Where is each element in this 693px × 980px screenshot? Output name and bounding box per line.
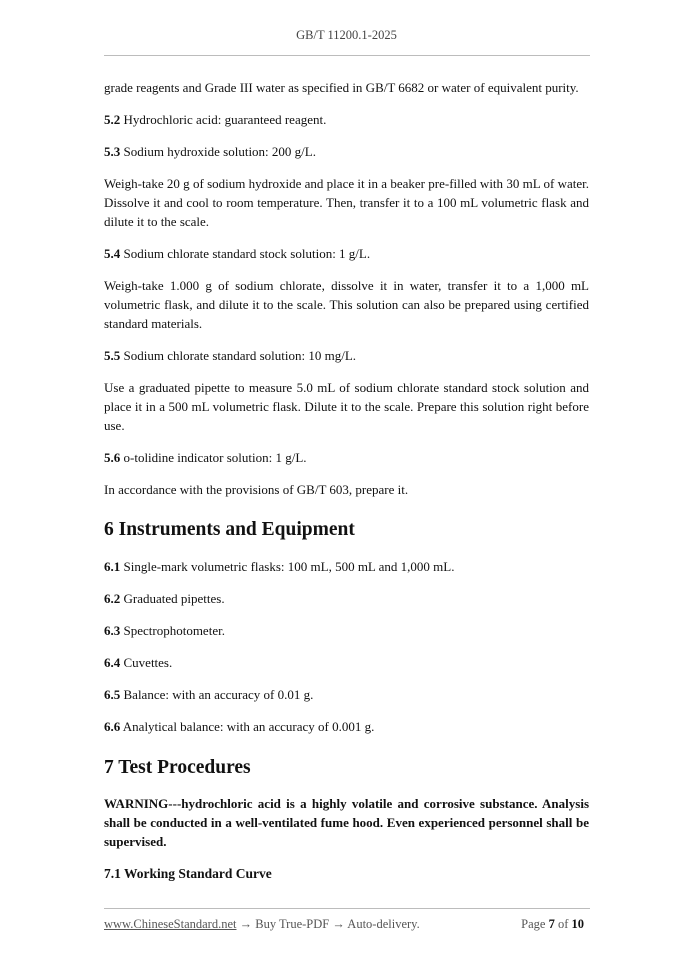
clause-6-6 [104, 717, 589, 736]
clause-text: Sodium chlorate standard solution: 10 mg/L. [120, 348, 357, 363]
section-7-heading: 7 Test Procedures [104, 757, 251, 778]
clause-5-4-body: Weigh-take 1.000 g of sodium chlorate, dissolve it in water, transfer it to a 1,000 mL volumetric flask, and dilute it to the scale. This solution can also be prepared using certified standard materials. [104, 278, 589, 331]
clause-text: Analytical balance: with an accuracy of 0.001 g. [120, 719, 375, 734]
clause-number: 5.4 [104, 246, 121, 261]
clause-number: 6.1 [104, 559, 121, 574]
clause-5-6 [104, 448, 589, 467]
clause-6-2 [104, 589, 589, 608]
clause-number: 6.4 [104, 655, 121, 670]
footer-promo [104, 917, 420, 932]
clause-5-5-body: Use a graduated pipette to measure 5.0 mL of sodium chlorate standard stock solution and place it in a 500 mL volumetric flask. Dilute it to the scale. Prepare this solution right before use. [104, 380, 589, 433]
clause-6-3 [104, 621, 589, 640]
footer-divider [104, 908, 590, 909]
clause-text: Cuvettes. [120, 655, 173, 670]
header-divider [104, 55, 590, 56]
clause-number: 5.6 [104, 450, 121, 465]
page-label: Page [521, 917, 549, 931]
page-content [104, 78, 589, 883]
clause-number: 5.3 [104, 144, 121, 159]
of-label: of [554, 917, 572, 931]
clause-text: Sodium chlorate standard stock solution: 1 g/L. [120, 246, 371, 261]
clause-6-1 [104, 557, 589, 576]
clause-text: Balance: with an accuracy of 0.01 g. [120, 687, 314, 702]
clause-number: 6.2 [104, 591, 121, 606]
clause-text: Graduated pipettes. [120, 591, 225, 606]
intro-paragraph: grade reagents and Grade III water as specified in GB/T 6682 or water of equivalent purity. [104, 80, 579, 95]
page-number: 7 [548, 917, 555, 931]
running-header: GB/T 11200.1-2025 [296, 28, 397, 42]
clause-7-1-heading: 7.1 Working Standard Curve [104, 866, 272, 881]
clause-number: 5.5 [104, 348, 121, 363]
section-6-heading: 6 Instruments and Equipment [104, 519, 355, 540]
clause-5-2 [104, 110, 589, 129]
clause-5-3 [104, 142, 589, 161]
page-indicator [521, 917, 584, 932]
clause-text: o-tolidine indicator solution: 1 g/L. [120, 450, 307, 465]
clause-6-4 [104, 653, 589, 672]
clause-text: Single-mark volumetric flasks: 100 mL, 500 mL and 1,000 mL. [120, 559, 455, 574]
clause-number: 6.6 [104, 719, 121, 734]
clause-number: 6.3 [104, 623, 121, 638]
clause-5-6-body: In accordance with the provisions of GB/T 603, prepare it. [104, 482, 409, 497]
website-link[interactable]: www.ChineseStandard.net [104, 917, 237, 931]
warning-paragraph: WARNING---hydrochloric acid is a highly volatile and corrosive substance. Analysis shall be conducted in a well-ventilated fume hood. Even experienced personnel shall be supervised. [104, 796, 589, 849]
clause-5-3-body: Weigh-take 20 g of sodium hydroxide and place it in a beaker pre-filled with 30 mL of water. Dissolve it and cool to room temperature. Then, transfer it to a 100 mL volumetric flask and dilute it to the scale. [104, 176, 589, 229]
clause-text: Sodium hydroxide solution: 200 g/L. [120, 144, 316, 159]
clause-6-5 [104, 685, 589, 704]
page-total: 10 [571, 917, 584, 931]
clause-text: Hydrochloric acid: guaranteed reagent. [120, 112, 327, 127]
clause-number: 6.5 [104, 687, 121, 702]
clause-5-5 [104, 346, 589, 365]
clause-number: 5.2 [104, 112, 121, 127]
clause-5-4 [104, 244, 589, 263]
auto-delivery-text: → Auto-delivery. [332, 917, 420, 931]
buy-pdf-text: → Buy True-PDF [236, 917, 333, 931]
clause-text: Spectrophotometer. [120, 623, 225, 638]
